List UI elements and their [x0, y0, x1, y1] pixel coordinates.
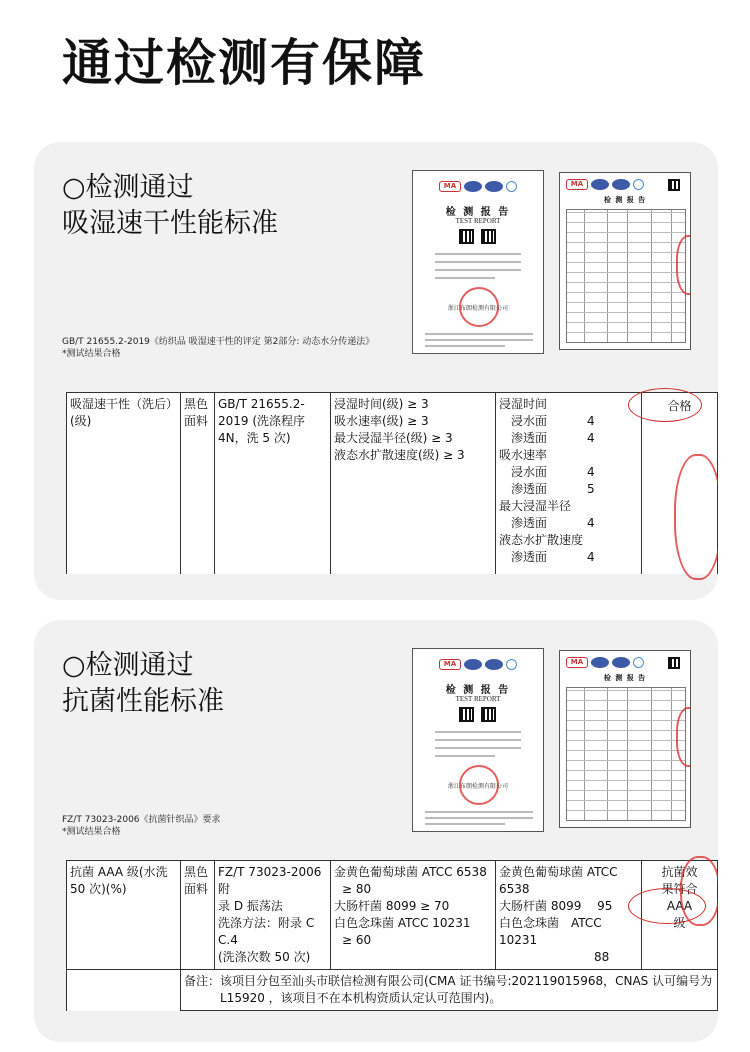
sample-cell: 黑色面料	[181, 861, 215, 970]
method-line: 洗涤方法：附录 C	[218, 916, 315, 930]
result-label: 吸水速率	[499, 448, 548, 462]
verdict-cell: 合格	[642, 393, 718, 575]
fine-print	[425, 333, 533, 335]
cma-logo: MA	[566, 657, 588, 668]
result-label: 最大浸湿半径	[499, 499, 572, 513]
requirement-line: 金黄色葡萄球菌 ATCC 6538	[334, 865, 487, 879]
result-line: 大肠杆菌 8099 95	[499, 899, 613, 913]
accreditation-logos	[566, 657, 644, 668]
report-subtitle: TEST REPORT	[455, 695, 501, 703]
report-cover-image	[412, 648, 544, 832]
fine-print	[435, 731, 521, 733]
heading-line-2: 抗菌性能标准	[62, 686, 224, 717]
red-seal-stamp	[674, 454, 718, 580]
result-line: 金黄色葡萄球菌 ATCC	[499, 865, 618, 879]
fine-print	[435, 739, 521, 741]
result-sub-key: 渗透面	[511, 431, 548, 445]
cnas-logo	[612, 179, 630, 190]
result-line: 88	[594, 950, 610, 964]
ilac-logo	[591, 657, 609, 668]
remark-label: 备注：	[184, 974, 221, 988]
report-company: 浙江布朗检测有限公司	[447, 305, 508, 312]
page-title: 通过检测有保障	[62, 34, 426, 92]
method-cell	[215, 861, 331, 970]
result-label: 浸湿时间	[499, 397, 548, 411]
result-sub-value: 4	[587, 550, 595, 564]
fine-print	[435, 755, 495, 757]
fine-print	[425, 339, 533, 341]
result-table	[66, 860, 718, 1011]
remark-cell	[181, 970, 718, 1011]
result-sub-value: 5	[587, 482, 595, 496]
test-mark-logo	[633, 657, 644, 668]
result-sub-key: 渗透面	[511, 550, 548, 564]
report-company: 浙江布朗检测有限公司	[447, 783, 508, 790]
result-note: *测试结果合格	[62, 827, 121, 837]
red-seal-stamp	[676, 235, 691, 295]
result-cell	[496, 861, 642, 970]
requirement-cell	[331, 393, 496, 575]
qr-code-icon	[459, 707, 474, 722]
result-sub-row	[499, 464, 638, 481]
method-cell: GB/T 21655.2-2019 (洗涤程序 4N，洗 5 次)	[215, 393, 331, 575]
empty-cell	[67, 970, 181, 1011]
verdict-line: 级	[673, 916, 686, 930]
result-sub-value: 4	[587, 431, 595, 445]
requirement-line: 吸水速率(级) ≥ 3	[334, 414, 429, 428]
report-page-title: 检 测 报 告	[603, 674, 647, 682]
requirement-line: ≥ 60	[342, 933, 372, 947]
cnas-logo	[485, 659, 503, 670]
method-line: FZ/T 73023-2006	[218, 865, 322, 879]
report-data-grid	[566, 687, 686, 821]
result-table	[66, 392, 718, 574]
fine-print	[425, 823, 505, 825]
qr-code-icon	[668, 179, 680, 191]
fine-print	[425, 811, 533, 813]
red-seal-stamp	[676, 707, 691, 767]
requirement-line: 最大浸湿半径(级) ≥ 3	[334, 431, 453, 445]
method-line: 录 D 振荡法	[218, 899, 283, 913]
accreditation-logos	[439, 181, 517, 192]
section-heading	[62, 648, 224, 720]
requirement-line: 大肠杆菌 8099 ≥ 70	[334, 899, 450, 913]
result-sub-row	[499, 481, 638, 498]
antibacterial-section	[34, 620, 718, 1042]
report-title: 检 测 报 告	[445, 207, 511, 218]
requirement-line: 白色念珠菌 ATCC 10231	[334, 916, 471, 930]
method-line: C.4	[218, 933, 238, 947]
report-cover-image	[412, 170, 544, 354]
fine-print	[435, 261, 521, 263]
requirement-line: 浸湿时间(级) ≥ 3	[334, 397, 429, 411]
result-line: 6538	[499, 882, 530, 896]
result-cell	[496, 393, 642, 575]
red-seal-stamp	[680, 856, 718, 926]
remark-text: 该项目分包至汕头市联信检测有限公司(CMA 证书编号:202119015968，CNAS 认可编号为 L15920 ，该项目不在本机构资质认定认可范围内)。	[220, 974, 713, 1005]
standard-text: FZ/T 73023-2006《抗菌针织品》要求	[62, 815, 221, 825]
cnas-logo	[485, 181, 503, 192]
heading-line-2: 吸湿速干性能标准	[62, 208, 278, 239]
accreditation-logos	[566, 179, 644, 190]
table-row	[67, 861, 718, 970]
report-data-grid	[566, 209, 686, 343]
ilac-logo	[591, 179, 609, 190]
result-sub-key: 浸水面	[511, 414, 548, 428]
standard-note	[62, 814, 221, 838]
result-sub-value: 4	[587, 414, 595, 428]
requirement-line: ≥ 80	[342, 882, 372, 896]
verdict-line: 抗菌效	[661, 865, 698, 879]
accreditation-logos	[439, 659, 517, 670]
result-note: *测试结果合格	[62, 349, 121, 359]
requirement-cell	[331, 861, 496, 970]
qr-code-icon	[481, 229, 496, 244]
verdict-circle-mark	[628, 388, 702, 422]
standard-note	[62, 336, 374, 360]
cma-logo: MA	[439, 659, 461, 670]
result-sub-key: 渗透面	[511, 482, 548, 496]
test-mark-logo	[633, 179, 644, 190]
test-mark-logo	[506, 181, 517, 192]
method-line: 附	[218, 882, 231, 896]
cma-logo: MA	[566, 179, 588, 190]
verdict-line: AAA	[666, 899, 693, 913]
result-line: 白色念珠菌 ATCC 10231	[499, 916, 602, 947]
qr-code-icon	[459, 229, 474, 244]
test-item-cell: 抗菌 AAA 级(水洗 50 次)(%)	[67, 861, 181, 970]
result-sub-row	[499, 430, 638, 447]
fine-print	[425, 345, 505, 347]
fine-print	[435, 277, 495, 279]
result-sub-key: 浸水面	[511, 465, 548, 479]
result-label: 液态水扩散速度	[499, 533, 584, 547]
remark-row	[184, 973, 714, 1007]
result-sub-value: 4	[587, 465, 595, 479]
result-sub-row	[499, 413, 638, 430]
method-line: (洗涤次数 50 次)	[218, 950, 311, 964]
moisture-wicking-section	[34, 142, 718, 600]
heading-line-1: ○检测通过	[62, 172, 194, 203]
sample-cell: 黑色面料	[181, 393, 215, 575]
result-sub-value: 4	[587, 516, 595, 530]
fine-print	[435, 269, 521, 271]
standard-text: GB/T 21655.2-2019《纺织品 吸湿速干性的评定 第2部分: 动态水分传递法》	[62, 337, 375, 347]
cnas-logo	[612, 657, 630, 668]
ilac-logo	[464, 659, 482, 670]
result-sub-key: 渗透面	[511, 516, 548, 530]
report-subtitle: TEST REPORT	[455, 217, 501, 225]
fine-print	[435, 253, 521, 255]
report-title: 检 测 报 告	[445, 685, 511, 696]
fine-print	[425, 817, 533, 819]
fine-print	[435, 747, 521, 749]
verdict-line: 果符合	[661, 882, 698, 896]
cma-logo: MA	[439, 181, 461, 192]
qr-code-icon	[668, 657, 680, 669]
section-heading	[62, 170, 278, 242]
qr-code-icon	[481, 707, 496, 722]
requirement-line: 液态水扩散速度(级) ≥ 3	[334, 448, 465, 462]
report-page-image	[559, 650, 691, 828]
result-sub-row	[499, 549, 638, 566]
report-page-image	[559, 172, 691, 350]
table-row	[67, 970, 718, 1011]
report-page-title: 检 测 报 告	[603, 196, 647, 204]
table-row	[67, 393, 718, 575]
test-mark-logo	[506, 659, 517, 670]
heading-line-1: ○检测通过	[62, 650, 194, 681]
ilac-logo	[464, 181, 482, 192]
result-sub-row	[499, 515, 638, 532]
test-item-cell: 吸湿速干性（洗后）(级)	[67, 393, 181, 575]
